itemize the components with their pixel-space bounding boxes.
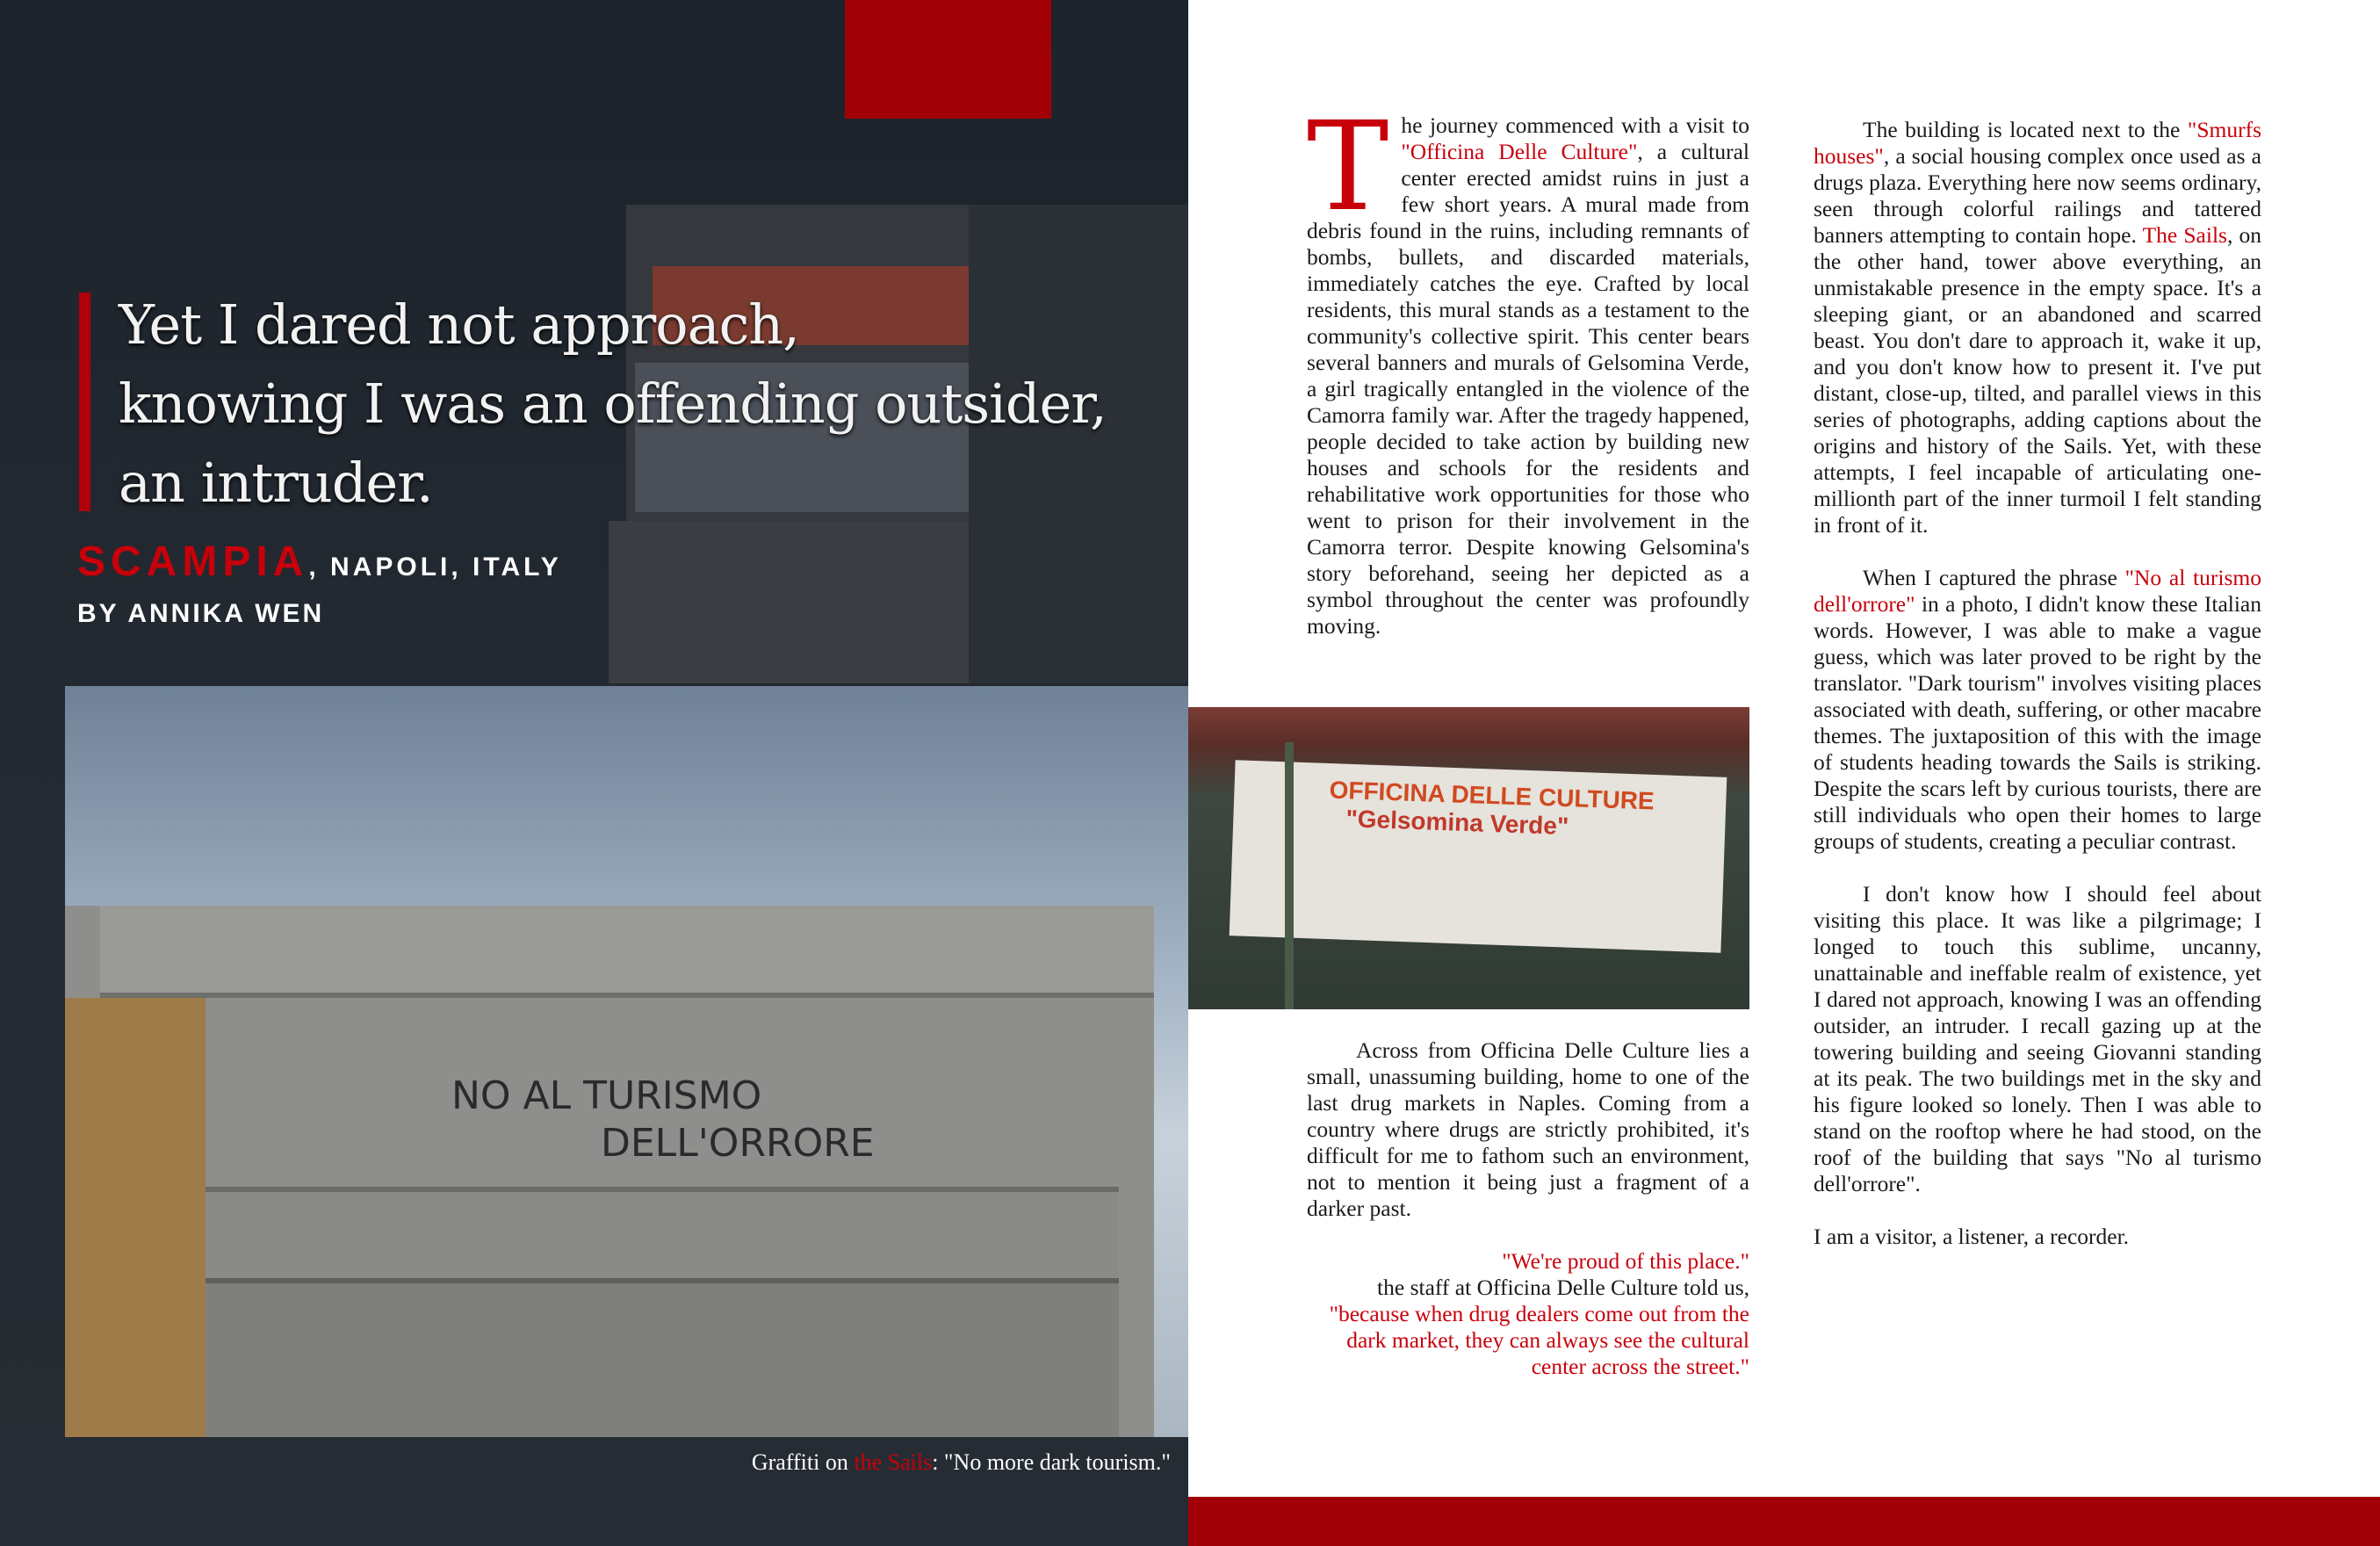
- article-column-1-intro: [1307, 96, 1749, 639]
- photo-caption: [752, 1449, 1171, 1476]
- caption-text: : "No more dark tourism.": [932, 1449, 1171, 1475]
- sails-graffiti-photo: [65, 686, 1188, 1437]
- officina-banner-photo: [1188, 707, 1749, 1009]
- headline-line: an intruder.: [119, 451, 433, 515]
- left-page: [0, 0, 1188, 1546]
- quote-text: "because when drug dealers come out from the dark market, they can always see the cultural center across the street.": [1329, 1301, 1749, 1379]
- text-run: I don't know how I should feel about visiting this place. It was like a pilgrimage; I longed to touch this sublime, uncanny, unattainable and ineffable realm of existence, yet I dared not approach, knowing I was an offending outsider, an intruder. I recall gazing up at the towering building and seeing Giovanni standing at its peak. The two buildings met in the sky and his figure looked so lonely. Then I was able to stand on the rooftop where he had stood, on the roof of the building that says "No al turismo dell'orrore".: [1814, 881, 2261, 1196]
- paragraph: [1814, 881, 2261, 1197]
- article-column-1-continued: [1307, 1037, 1749, 1380]
- text-run: When I captured the phrase: [1863, 565, 2125, 590]
- headline: [119, 285, 1129, 523]
- paragraph: [1814, 565, 2261, 855]
- headline-accent-bar: [79, 293, 90, 511]
- text-run: The building is located next to the: [1863, 117, 2188, 142]
- banner-text: OFFICINA DELLE CULTURE: [1329, 776, 1655, 815]
- text-run: , on the other hand, tower above everything, an unmistakable presence in the empty space. It's a sleeping giant, or an abandoned and scarred beast. You don't dare to approach it, wake it up, and you don't know how to present it. I've put distant, close-up, tilted, and parallel views in this series of photographs, adding captions about the origins and history of the Sails. Yet, with these attempts, I feel incapable of articulating one-millionth part of the inner turmoil I felt standing in front of it.: [1814, 222, 2262, 538]
- headline-line: knowing I was an offending outsider,: [119, 372, 1107, 436]
- text-run: he journey commenced with a visit to: [1401, 112, 1749, 138]
- highlighted-phrase: "Officina Delle Culture": [1401, 139, 1638, 164]
- drop-cap: T: [1307, 96, 1389, 239]
- graffiti-line: DELL'ORRORE: [601, 1121, 875, 1166]
- paragraph: Across from Officina Delle Culture lies a small, unassuming building, home to one of the last drug markets in Naples. Coming from a country where drugs are strictly prohibited, it's difficult for me to fathom such an environment, not to mention it being just a fragment of a darker past.: [1307, 1037, 1749, 1221]
- quote-attribution: the staff at Officina Delle Culture told us,: [1377, 1275, 1749, 1300]
- text-run: in a photo, I didn't know these Italian words. However, I was able to make a vague guess, which was later proved to be right by the translator. "Dark tourism" involves visiting places associated with death, suffering, or other macabre themes. The juxtaposition of this with the image of students heading towards the Sails is striking. Despite the scars left by curious tourists, there are still individuals who open their homes to large groups of students, creating a peculiar contrast.: [1814, 591, 2261, 854]
- location-rest: , NAPOLI, ITALY: [308, 553, 562, 582]
- text-run: , a social housing complex once used as a drugs plaza. Everything here now seems ordinary, seen through colorful railings and tattered banners attempting to contain hope.: [1814, 143, 2261, 248]
- red-accent-block: [845, 0, 1051, 119]
- text-run: , a cultural center erected amidst ruins in just a few short years. A mural made from debris found in the ruins, including remnants of bombs, bullets, and discarded materials, immediately catches the eye. Crafted by local residents, this mural stands as a testament to the community's collective spirit. This center bears several banners and murals of Gelsomina Verde, a girl tragically entangled in the violence of the Camorra family war. After the tragedy happened, people decided to take action by building new houses and schools for the residents and rehabilitative work opportunities for those who went to prison for their involvement in the Camorra terror. Despite knowing Gelsomina's story beforehand, seeing her depicted as a symbol throughout the center was profoundly moving.: [1307, 139, 1749, 639]
- highlighted-phrase: "Smurfs houses": [1814, 117, 2261, 169]
- closing-line: I am a visitor, a listener, a recorder.: [1814, 1224, 2130, 1249]
- paragraph: [1814, 117, 2261, 538]
- banner-text: "Gelsomina Verde": [1345, 805, 1569, 841]
- highlighted-phrase: "No al turismo dell'orrore": [1814, 565, 2261, 617]
- staff-quote: [1307, 1248, 1749, 1380]
- graffiti-line: NO AL TURISMO: [451, 1073, 762, 1118]
- highlighted-phrase: The Sails: [2142, 222, 2227, 248]
- article-column-2: [1814, 117, 2261, 1250]
- location-city: SCAMPIA: [77, 538, 309, 585]
- location: [77, 538, 562, 586]
- caption-text: Graffiti on: [751, 1449, 855, 1475]
- byline: BY ANNIKA WEN: [77, 599, 325, 628]
- headline-line: Yet I dared not approach,: [119, 293, 799, 357]
- bottom-accent-bar: [1188, 1497, 2380, 1546]
- caption-highlight: the Sails: [854, 1449, 933, 1475]
- quote-text: "We're proud of this place.": [1502, 1248, 1749, 1274]
